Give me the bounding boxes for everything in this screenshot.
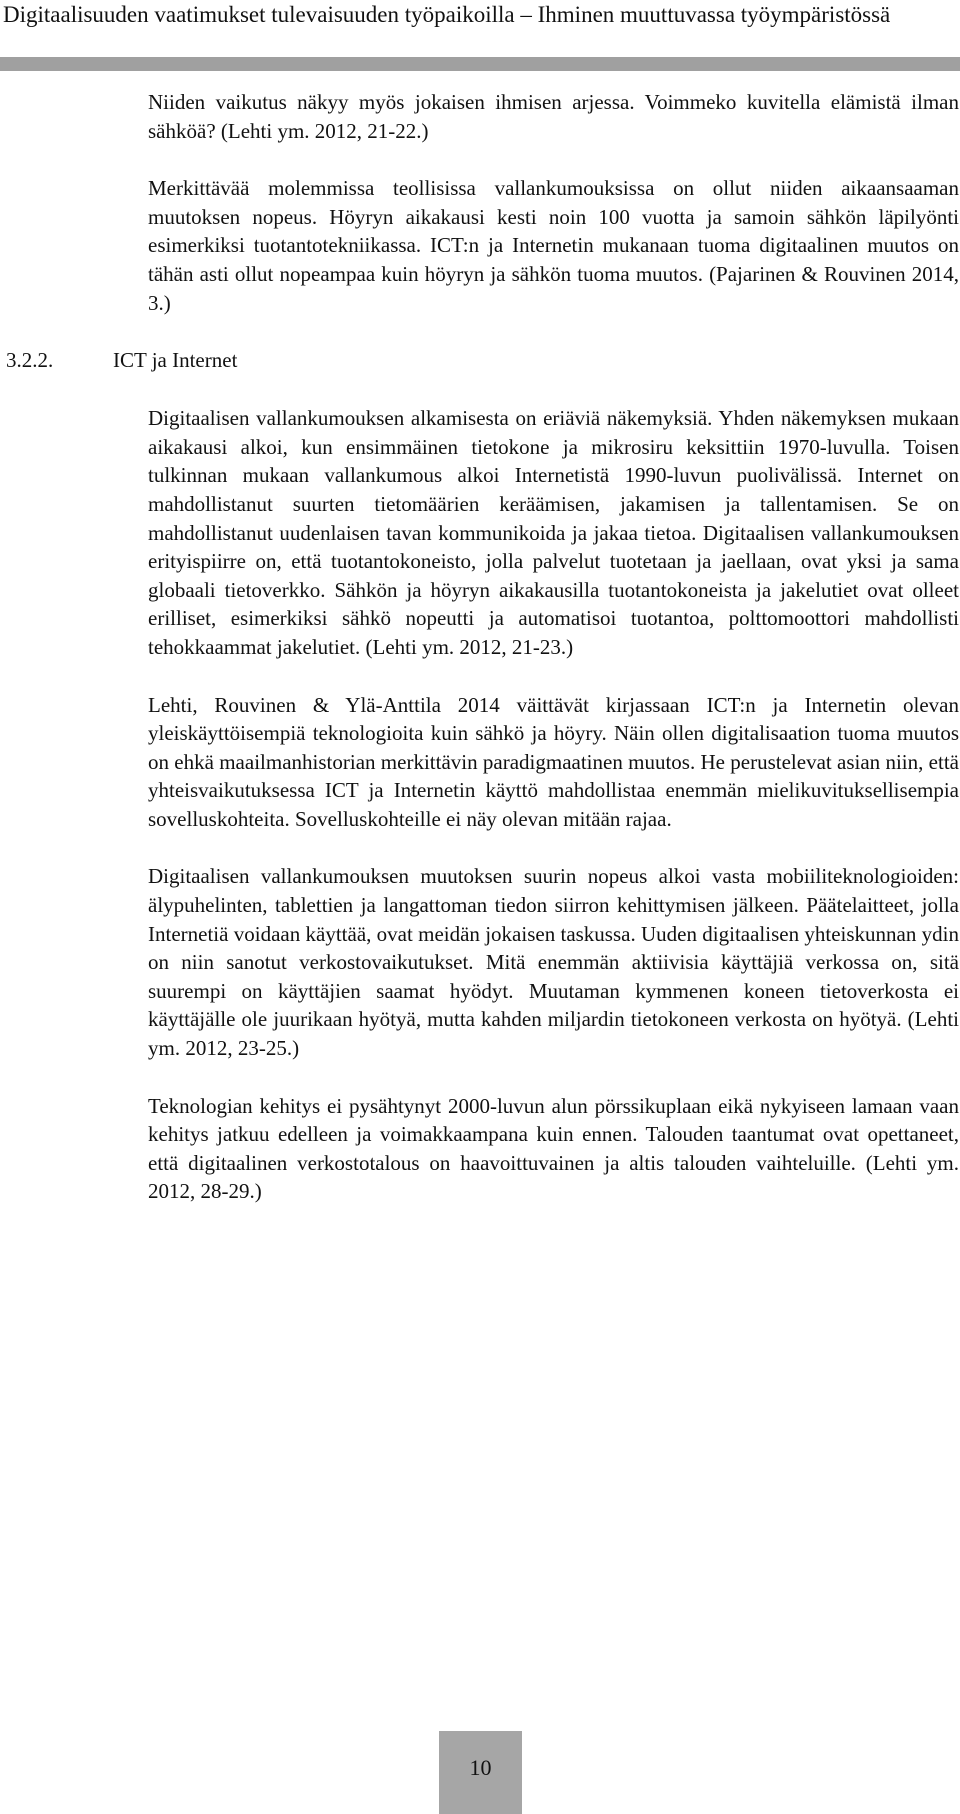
- page-body: [6, 88, 959, 1235]
- header-rule: [0, 57, 960, 71]
- paragraph-intro-2: Merkittävää molemmissa teollisissa vallankumouksissa on ollut niiden aikaansaaman muutoksen nopeus. Höyryn aikakausi kesti noin 100 vuotta ja samoin sähkön läpilyönti esimerkiksi tuotantotekniikassa. ICT:n ja Internetin mukanaan tuoma digitaalinen muutos on tähän asti ollut nopeampaa kuin höyryn ja sähkön tuoma muutos. (Pajarinen & Rouvinen 2014, 3.): [148, 176, 959, 315]
- running-header: [0, 0, 960, 58]
- page-number-box: [439, 1731, 522, 1814]
- paragraph-section-3: Digitaalisen vallankumouksen muutoksen suurin nopeus alkoi vasta mobiiliteknologioiden: älypuhelinten, tablettien ja langattoman tiedon siirron kehittymisen jälkeen. Päätelaitteet, jolla Internetiä voidaan käyttää, ovat meidän jokaisen taskussa. Uuden digitaalisen yhteiskunnan ydin on niin sanotut verkostovaikutukset. Mitä enemmän aktiivisia käyttäjiä verkossa on, sitä suurempi on käyttäjien saamat hyödyt. Muutaman kymmenen koneen tietoverkosta ei käyttäjälle ole juurikaan hyötyä, mutta kahden miljardin tietokoneen verkosta on hyötyä. (Lehti ym. 2012, 23-25.): [148, 864, 959, 1061]
- section-title: ICT ja Internet: [113, 348, 238, 373]
- paragraph-section-2: Lehti, Rouvinen & Ylä-Anttila 2014 väittävät kirjassaan ICT:n ja Internetin olevan yleiskäyttöisempiä teknologioita kuin sähkö ja höyry. Näin ollen digitalisaation tuoma muutos on ehkä maailmanhistorian merkittävin paradigmaatinen muutos. He perustelevat asian niin, että yhteisvaikutuksessa ICT ja Internetin käyttö mahdollistaa enemmän mielikuvituksellisempia sovelluskohteita. Sovelluskohteille ei näy olevan mitään rajaa.: [148, 692, 959, 831]
- paragraph-section-4: Teknologian kehitys ei pysähtynyt 2000-luvun alun pörssikuplaan eikä nykyiseen lamaan vaan kehitys jatkuu edelleen ja voimakkaampana kuin ennen. Talouden taantumat ovat opettaneet, että digitaalinen verkostotalous on haavoittuvainen ja altis talouden vaihteluille. (Lehti ym. 2012, 28-29.): [148, 1093, 959, 1204]
- section-heading: [6, 346, 959, 404]
- section-number: 3.2.2.: [6, 348, 54, 373]
- paragraph-intro-1: Niiden vaikutus näkyy myös jokaisen ihmisen arjessa. Voimmeko kuvitella elämistä ilman sähköä? (Lehti ym. 2012, 21-22.): [148, 90, 959, 143]
- paragraph-section-1: Digitaalisen vallankumouksen alkamisesta on eriäviä näkemyksiä. Yhden näkemyksen mukaan aikakausi alkoi, kun ensimmäinen tietokone ja mikrosiru keksittiin 1970-luvulla. Toisen tulkinnan mukaan vallankumous alkoi Internetistä 1990-luvun puolivälissä. Internet on mahdollistanut suurten tietomäärien keräämisen, jakamisen ja tallentamisen. Se on mahdollistanut uudenlaisen tavan kommunikoida ja jakaa tietoa. Digitaalisen vallankumouksen erityispiirre on, että tuotantokoneisto, jolla palvelut tuotetaan ja jaellaan, ovat yksi ja sama globaali tietoverkko. Sähkön ja höyryn aikakausilla tuotantokoneista ja jakelutiet ovat olleet erilliset, esimerkiksi sähkö nopeutti ja automatisoi tuotantoa, polttomoottori mahdollisti tehokkaammat jakelutiet. (Lehti ym. 2012, 21-23.): [148, 406, 959, 659]
- running-header-title: Digitaalisuuden vaatimukset tulevaisuuden työpaikoilla – Ihminen muuttuvassa työympäristössä: [3, 2, 891, 27]
- page-number: 10: [469, 1755, 492, 1780]
